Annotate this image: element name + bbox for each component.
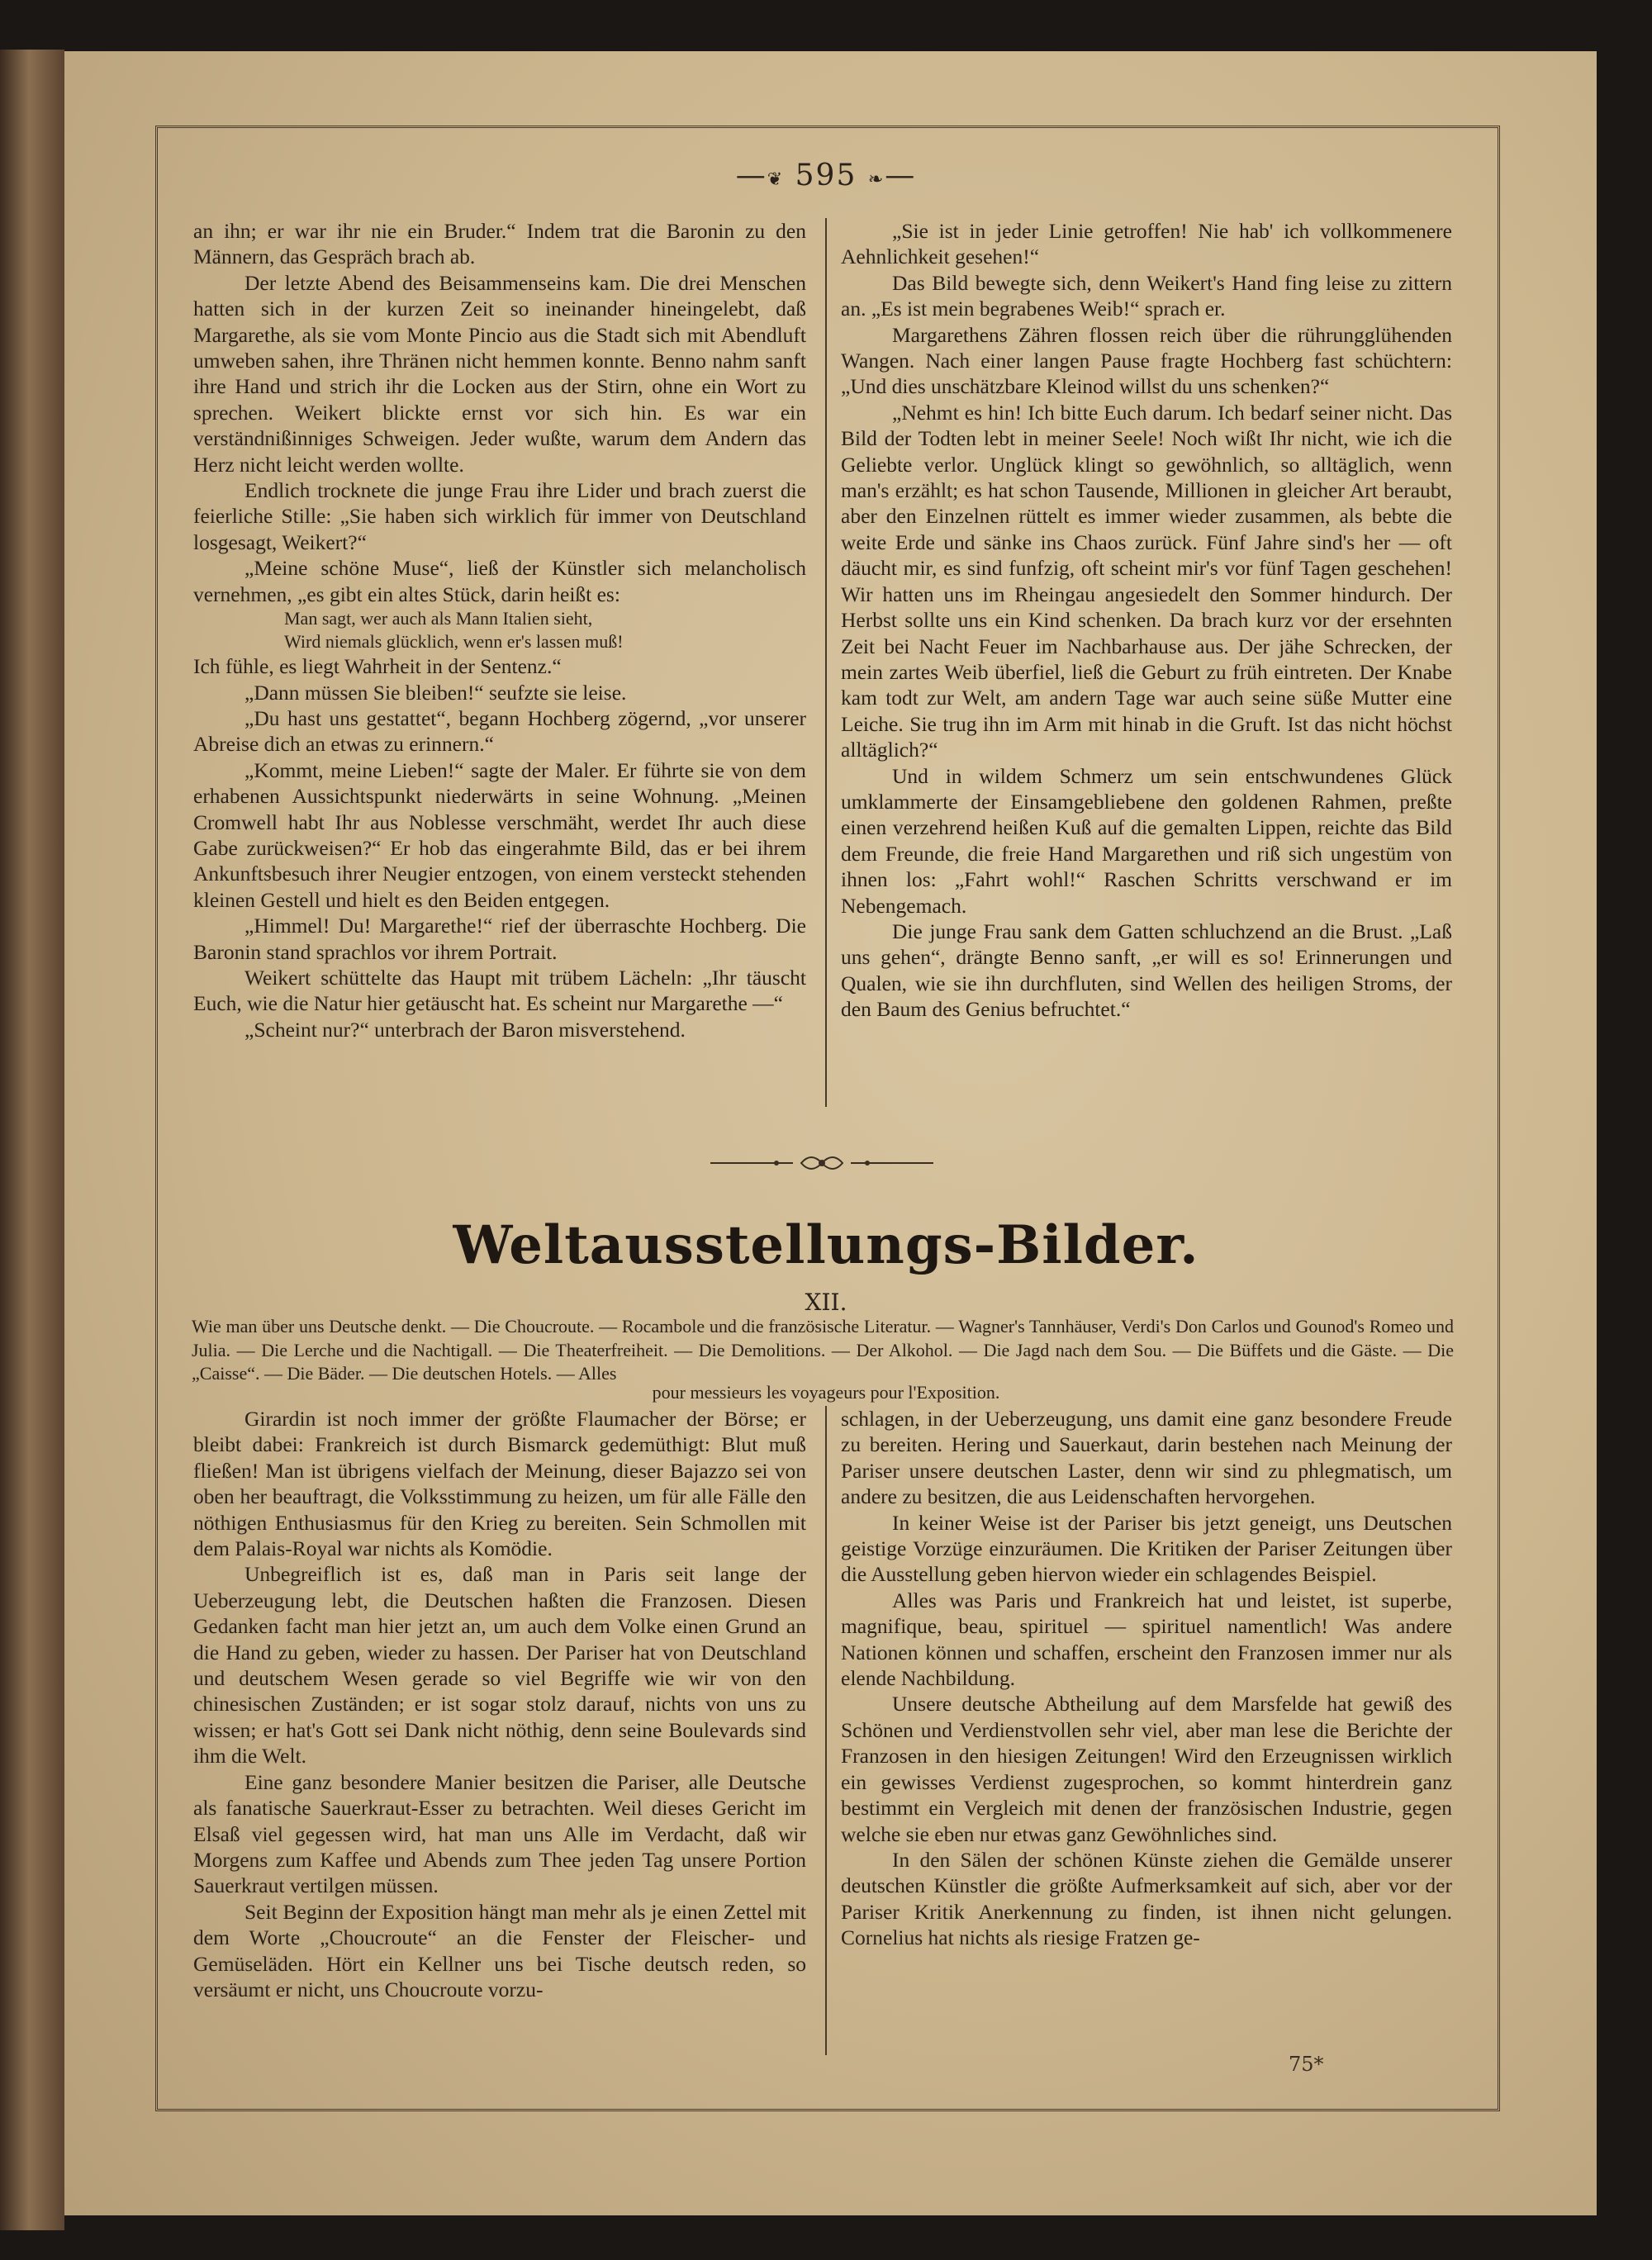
paragraph: Weikert schüttelte das Haupt mit trübem Lächeln: „Ihr täuscht Euch, wie die Natur hier getäuscht hat. Es scheint nur Margarethe —“ — [193, 965, 806, 1016]
paragraph: Margarethens Zähren flossen reich über die rührungglühenden Wangen. Nach einer langen Pause fragte Hochberg fast schüchtern: „Und dies unschätzbare Kleinod willst du uns schenken?“ — [841, 322, 1452, 399]
section-numeral: XII. — [805, 1289, 847, 1316]
story-column-right — [841, 218, 1452, 1023]
paragraph: In keiner Weise ist der Pariser bis jetzt geneigt, uns Deutschen geistige Vorzüge einzuräumen. Die Kritiken der Pariser Zeitungen über die Ausstellung geben hiervon wieder ein schlagendes Beispiel. — [841, 1510, 1452, 1587]
paragraph: „Sie ist in jeder Linie getroffen! Nie hab' ich vollkommenere Aehnlichkeit gesehen!“ — [841, 219, 1452, 269]
section-divider-ornament — [710, 1147, 933, 1180]
paragraph: Alles was Paris und Frankreich hat und leistet, ist superbe, magnifique, beau, spirituel — spirituel namentlich! Was andere Nationen können und schaffen, erscheint den Franzosen immer nur als elende Nachbildung. — [841, 1588, 1452, 1691]
paragraph: „Himmel! Du! Margarethe!“ rief der überraschte Hochberg. Die Baronin stand sprachlos vor ihrem Portrait. — [193, 914, 806, 964]
paragraph: Seit Beginn der Exposition hängt man mehr als je einen Zettel mit dem Worte „Choucroute“ an die Fenster der Fleischer- und Gemüseläden. Hört ein Kellner uns bei Tische deutsch reden, so versäumt er nicht, uns Choucroute vorzu- — [193, 1899, 806, 2001]
paragraph: „Scheint nur?“ unterbrach der Baron misverstehend. — [244, 1017, 686, 1042]
paragraph: Wird niemals glücklich, wenn er's lassen muß! — [284, 631, 624, 653]
section-summary-end: pour messieurs les voyageurs pour l'Exposition. — [652, 1382, 1000, 1403]
paragraph: schlagen, in der Ueberzeugung, uns damit eine ganz besondere Freude zu bereiten. Hering und Sauerkaut, darin bestehen nach Meinung der Pariser unsere deutschen Laster, denn wir sind zu phlegmatisch, um andere zu besitzen, die aus Leidenschaften hervorgehen. — [841, 1407, 1452, 1509]
paragraph: Unbegreiflich ist es, daß man in Paris seit lange der Ueberzeugung lebt, die Deutschen haßten die Franzosen. Diesen Gedanken facht man hier jetzt an, um auch dem Volke einen Grund an die Hand zu geben, wieder zu hassen. Der Pariser hat von Deutschland und deutschem Wesen gerade so viel Begriffe wie wir von den chinesischen Zuständen; er ist sogar stolz darauf, nichts von uns zu wissen; er hat's Gott sei Dank nicht nöthig, denn seine Boulevards sind ihm die Welt. — [193, 1562, 806, 1769]
paragraph: Eine ganz besondere Manier besitzen die Pariser, alle Deutsche als fanatische Sauerkraut-Esser zu betrachten. Weil dieses Gericht im Elsaß viel gegessen wird, hat man uns Alle im Verdacht, daß wir Morgens zum Kaffee und Abends zum Thee jeden Tag unsere Portion Sauerkraut vertilgen müssen. — [193, 1769, 806, 1898]
article-column-left — [193, 1406, 806, 2002]
story-column-left — [193, 218, 806, 1042]
section-title: Weltausstellungs-Bilder. — [453, 1214, 1199, 1276]
section-summary: Wie man über uns Deutsche denkt. — Die Choucroute. — Rocambole und die französische Literatur. — Wagner's Tannhäuser, Verdi's Don Carlos und Gounod's Romeo und Julia. — Die Lerche und die Nachtigall. — Die Theaterfreiheit. — Die Demolitions. — Der Alkohol. — Die Jagd nach dem Sou. — Die Büffets und die Gäste. — Die „Caisse“. — Die Bäder. — Die deutschen Hotels. — Alles — [192, 1316, 1454, 1384]
paragraph: „Dann müssen Sie bleiben!“ seufzte sie leise. — [244, 680, 627, 705]
paragraph: an ihn; er war ihr nie ein Bruder.“ Indem trat die Baronin zu den Männern, das Gespräch brach ab. — [193, 219, 806, 269]
paragraph: Das Bild bewegte sich, denn Weikert's Hand fing leise zu zittern an. „Es ist mein begrabenes Weib!“ sprach er. — [841, 270, 1452, 321]
paragraph: Ich fühle, es liegt Wahrheit in der Sentenz.“ — [193, 654, 562, 679]
paragraph: Girardin ist noch immer der größte Flaumacher der Börse; er bleibt dabei: Frankreich ist durch Bismarck gedemüthigt: Blut muß fließen! Man ist übrigens vielfach der Meinung, dieser Bajazzo sei von oben her beauftragt, die Volksstimmung zu heizen, um für alle Fälle den nöthigen Enthusiasmus für den Krieg zu bereiten. Sein Schmollen mit dem Palais-Royal war nichts als Komödie. — [193, 1407, 806, 1561]
paragraph: Und in wildem Schmerz um sein entschwundenes Glück umklammerte der Einsamgebliebene den goldenen Rahmen, preßte einen verzehrend heißen Kuß auf die gemalten Lippen, reichte das Bild dem Freunde, die freie Hand Margarethen und riß sich ungestüm von ihnen los: „Fahrt wohl!“ Raschen Schritts verschwand er im Nebengemach. — [841, 763, 1452, 918]
paragraph: „Kommt, meine Lieben!“ sagte der Maler. Er führte sie von dem erhabenen Aussichtspunkt niederwärts in seine Wohnung. „Meinen Cromwell habt Ihr aus Noblesse verschmäht, werdet Ihr auch diese Gabe zurückweisen?“ Er hob das eingerahmte Bild, das er bei ihrem Ankunftsbesuch ihrer Neugier entzogen, von einem versteckt stehenden kleinen Gestell und hielt es den Beiden entgegen. — [193, 757, 806, 912]
adjacent-page-edge — [0, 50, 64, 2230]
paragraph: „Du hast uns gestattet“, begann Hochberg zögernd, „vor unserer Abreise dich an etwas zu erinnern.“ — [193, 705, 806, 757]
paragraph: Man sagt, wer auch als Mann Italien sieht, — [284, 608, 593, 629]
paragraph: Unsere deutsche Abtheilung auf dem Marsfelde hat gewiß des Schönen und Verdienstvollen sehr viel, aber man lese die Berichte der Franzosen in den hiesigen Zeitungen! Wird den Erzeugnissen wirklich ein gewisses Verdienst zugesprochen, so kommt hinterdrein ganz bestimmt ein Vergleich mit denen der französischen Industrie, gegen welche sie eben nur etwas ganz Gewöhnliches sind. — [841, 1692, 1452, 1846]
page-number: —❦ 595 ❧— — [735, 159, 917, 192]
column-rule-top — [825, 218, 827, 1107]
paragraph: „Meine schöne Muse“, ließ der Künstler sich melancholisch vernehmen, „es gibt ein altes Stück, darin heißt es: — [193, 556, 806, 606]
paragraph: Der letzte Abend des Beisammenseins kam. Die drei Menschen hatten sich in der kurzen Zeit so ineinander hineingelebt, daß Margarethe, als sie vom Monte Pincio aus die Stadt sich mit Abendluft umweben sahen, ihre Thränen nicht hemmen konnte. Benno nahm sanft ihre Hand und strich ihr die Locken aus der Stirn, ohne ein Wort zu sprechen. Weikert blickte ernst vor sich hin. Es war ein verständnißinniges Schweigen. Jeder wußte, warum dem Andern das Herz nicht leicht werden wollte. — [193, 270, 806, 477]
signature-mark: 75* — [1289, 2053, 1324, 2076]
paragraph: „Nehmt es hin! Ich bitte Euch darum. Ich bedarf seiner nicht. Das Bild der Todten lebt in meiner Seele! Noch wißt Ihr nicht, wie ich die Geliebte verlor. Unglück klingt so gewöhnlich, so alltäglich, wenn man's erzählt; es hat schon Tausende, Millionen in gleicher Art beraubt, aber den Einzelnen rüttelt es immer wieder zusammen, als bebte die weite Erde und sänke ins Chaos zurück. Fünf Jahre sind's her — oft däucht mir, es sind funfzig, oft scheint mir's vor fünf Tagen geschehen! Wir hatten uns im Rheingau angesiedelt den Sommer hindurch. Der Herbst sollte uns ein Kind schenken. Da brach kurz vor der ersehnten Zeit bei Nacht Feuer im Nachbarhause aus. Der jähe Schrecken, der mein zartes Weib überfiel, ließ die Geburt zu früh eintreten. Der Knabe kam todt zur Welt, am andern Tage war auch seine süße Mutter eine Leiche. Sie trug ihn im Arm mit hinab in die Gruft. Ist das nicht höchst alltäglich?“ — [841, 400, 1452, 762]
paragraph: Die junge Frau sank dem Gatten schluchzend an die Brust. „Laß uns gehen“, drängte Benno sanft, „er will es so! Erinnerungen und Qualen, wie sie ihn durchfluten, sind Wellen des heiligen Stroms, der den Baum des Genius befruchtet.“ — [841, 919, 1452, 1022]
paragraph: In den Sälen der schönen Künste ziehen die Gemälde unserer deutschen Künstler die größte Aufmerksamkeit auf sich, aber vor der Pariser Kritik Anerkennung zu finden, ist ihnen nicht gelungen. Cornelius hat nichts als riesige Fratzen ge- — [841, 1847, 1452, 1950]
column-rule-bottom — [825, 1406, 827, 2055]
paragraph: Endlich trocknete die junge Frau ihre Lider und brach zuerst die feierliche Stille: „Sie haben sich wirklich für immer von Deutschland losgesagt, Weikert?“ — [193, 478, 806, 554]
article-column-right — [841, 1406, 1452, 1951]
